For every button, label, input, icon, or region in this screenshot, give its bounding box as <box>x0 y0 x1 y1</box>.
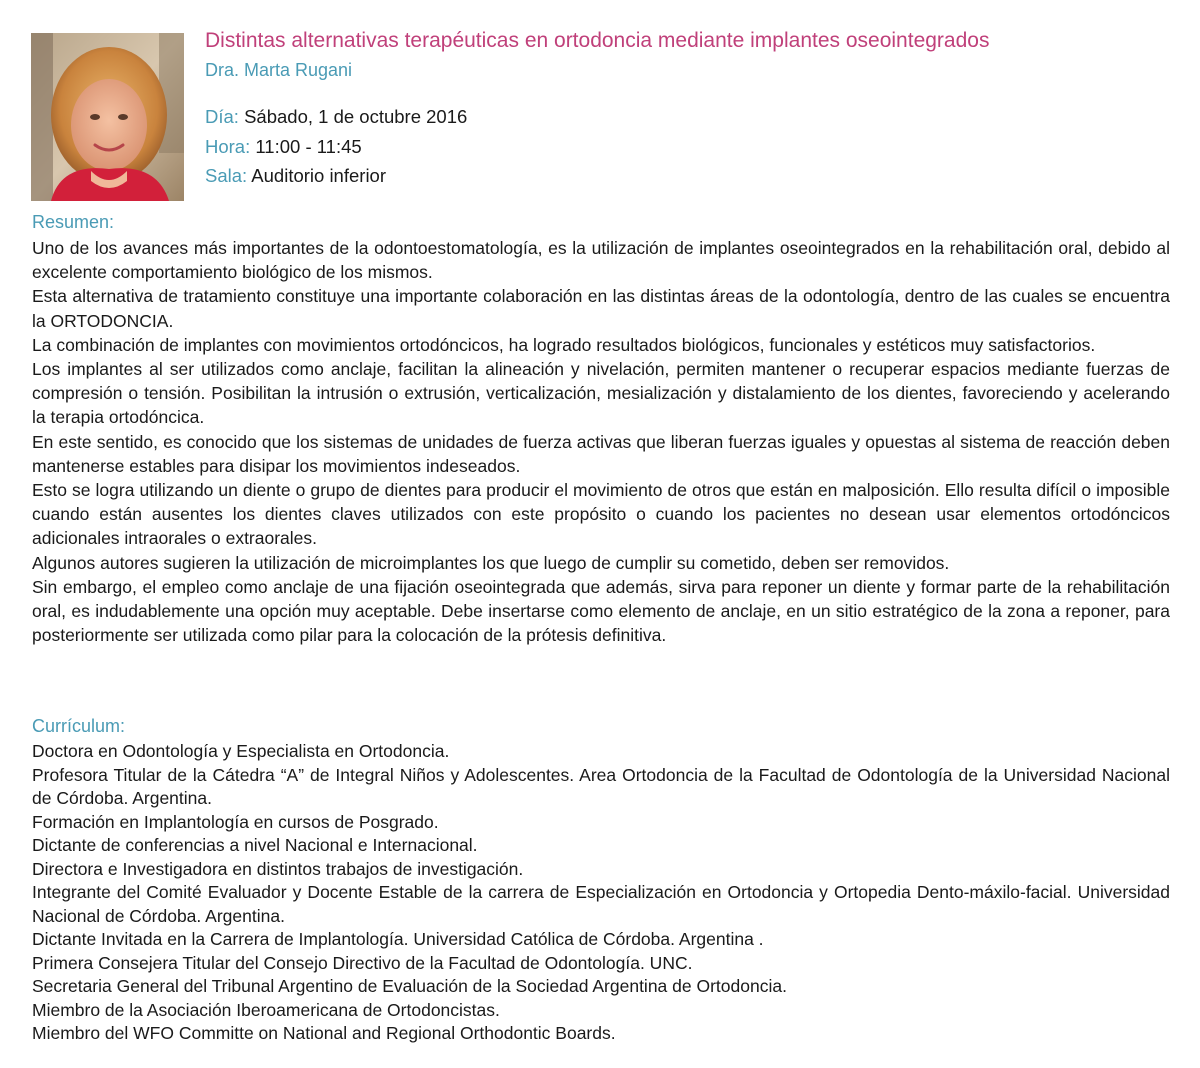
detail-room <box>205 161 467 191</box>
session-details <box>205 102 467 191</box>
resumen-paragraph: Algunos autores sugieren la utilización de microimplantes los que luego de cumplir su cometido, deben ser removidos. <box>32 552 950 573</box>
speaker-photo <box>31 33 184 201</box>
curriculum-item: Miembro de la Asociación Iberoamericana de Ortodoncistas. <box>32 999 500 1020</box>
detail-time <box>205 132 467 162</box>
curriculum-heading: Currículum: <box>32 716 126 736</box>
detail-time-label: Hora: <box>205 135 251 157</box>
resumen-paragraph: Sin embargo, el empleo como anclaje de una fijación oseointegrada que además, sirva para reponer un diente y formar parte de la rehabilitación oral, es indudablemente una opción muy aceptable. Debe insertarse como elemento de anclaje, en un sitio estratégico de la zona a reponer, para posteriormente ser utilizada como pilar para la colocación de la prótesis definitiva. <box>32 576 1170 646</box>
curriculum-item: Directora e Investigadora en distintos trabajos de investigación. <box>32 858 524 879</box>
resumen-paragraph: Los implantes al ser utilizados como anclaje, facilitan la alineación y nivelación, permiten mantener o recuperar espacios mediante fuerzas de compresión o tensión. Posibilitan la intrusión o extrusión, verticalización, mesialización y distalamiento de los dientes, favoreciendo y acelerando la terapia ortodóncica. <box>32 359 1170 428</box>
curriculum-item: Profesora Titular de la Cátedra “A” de Integral Niños y Adolescentes. Area Ortodoncia de la Facultad de Odontología de la Universidad Nacional de Córdoba. Argentina. <box>32 764 1170 808</box>
curriculum-item: Doctora en Odontología y Especialista en Ortodoncia. <box>32 741 450 761</box>
resumen-paragraph: Esta alternativa de tratamiento constituye una importante colaboración en las distintas áreas de la odontología, dentro de las cuales se encuentra la ORTODONCIA. <box>32 286 1170 331</box>
curriculum-item: Dictante Invitada en la Carrera de Implantología. Universidad Católica de Córdoba. Argentina . <box>32 929 764 949</box>
curriculum-item: Secretaria General del Tribunal Argentino de Evaluación de la Sociedad Argentina de Ortodoncia. <box>32 976 787 996</box>
curriculum-item: Miembro del WFO Committe on National and Regional Orthodontic Boards. <box>32 1023 616 1043</box>
resumen-paragraph: Uno de los avances más importantes de la odontoestomatología, es la utilización de implantes oseointegrados en la rehabilitación oral, debido al excelente comportamiento biológico de los mismos. <box>32 238 1170 283</box>
detail-time-value: 11:00 - 11:45 <box>255 135 362 157</box>
detail-room-value: Auditorio inferior <box>251 165 386 186</box>
resumen-heading: Resumen: <box>32 212 115 232</box>
detail-day-value: Sábado, 1 de octubre 2016 <box>244 106 468 127</box>
resumen-paragraph: Esto se logra utilizando un diente o grupo de dientes para producir el movimiento de otros que están en malposición. Ello resulta difícil o imposible cuando están ausentes los dientes claves utilizados con este propósito o cuando los pacientes no desean usar elementos ortodóncicos adicionales intraorales o extraorales. <box>32 480 1170 549</box>
curriculum-item: Formación en Implantología en cursos de Posgrado. <box>32 811 439 832</box>
curriculum-item: Primera Consejera Titular del Consejo Directivo de la Facultad de Odontología. UNC. <box>32 952 693 973</box>
resumen-paragraph: En este sentido, es conocido que los sistemas de unidades de fuerza activas que liberan fuerzas iguales y opuestas al sistema de reacción deben mantenerse estables para disipar los movimientos indeseados. <box>32 431 1170 476</box>
curriculum-list <box>32 740 1170 1046</box>
resumen-body <box>32 236 1170 647</box>
curriculum-item: Integrante del Comité Evaluador y Docente Estable de la carrera de Especialización en Ortodoncia y Ortopedia Dento-máxilo-facial. Universidad Nacional de Córdoba. Argentina. <box>32 882 1170 926</box>
detail-room-label: Sala: <box>205 165 248 186</box>
talk-title: Distintas alternativas terapéuticas en ortodoncia mediante implantes oseointegrados <box>205 29 990 52</box>
curriculum-item: Dictante de conferencias a nivel Nacional e Internacional. <box>32 835 478 855</box>
speaker-name: Dra. Marta Rugani <box>205 60 353 80</box>
resumen-paragraph: La combinación de implantes con movimientos ortodóncicos, ha logrado resultados biológicos, funcionales y estéticos muy satisfactorios. <box>32 334 1096 355</box>
detail-day <box>205 102 467 132</box>
detail-day-label: Día: <box>205 106 239 127</box>
